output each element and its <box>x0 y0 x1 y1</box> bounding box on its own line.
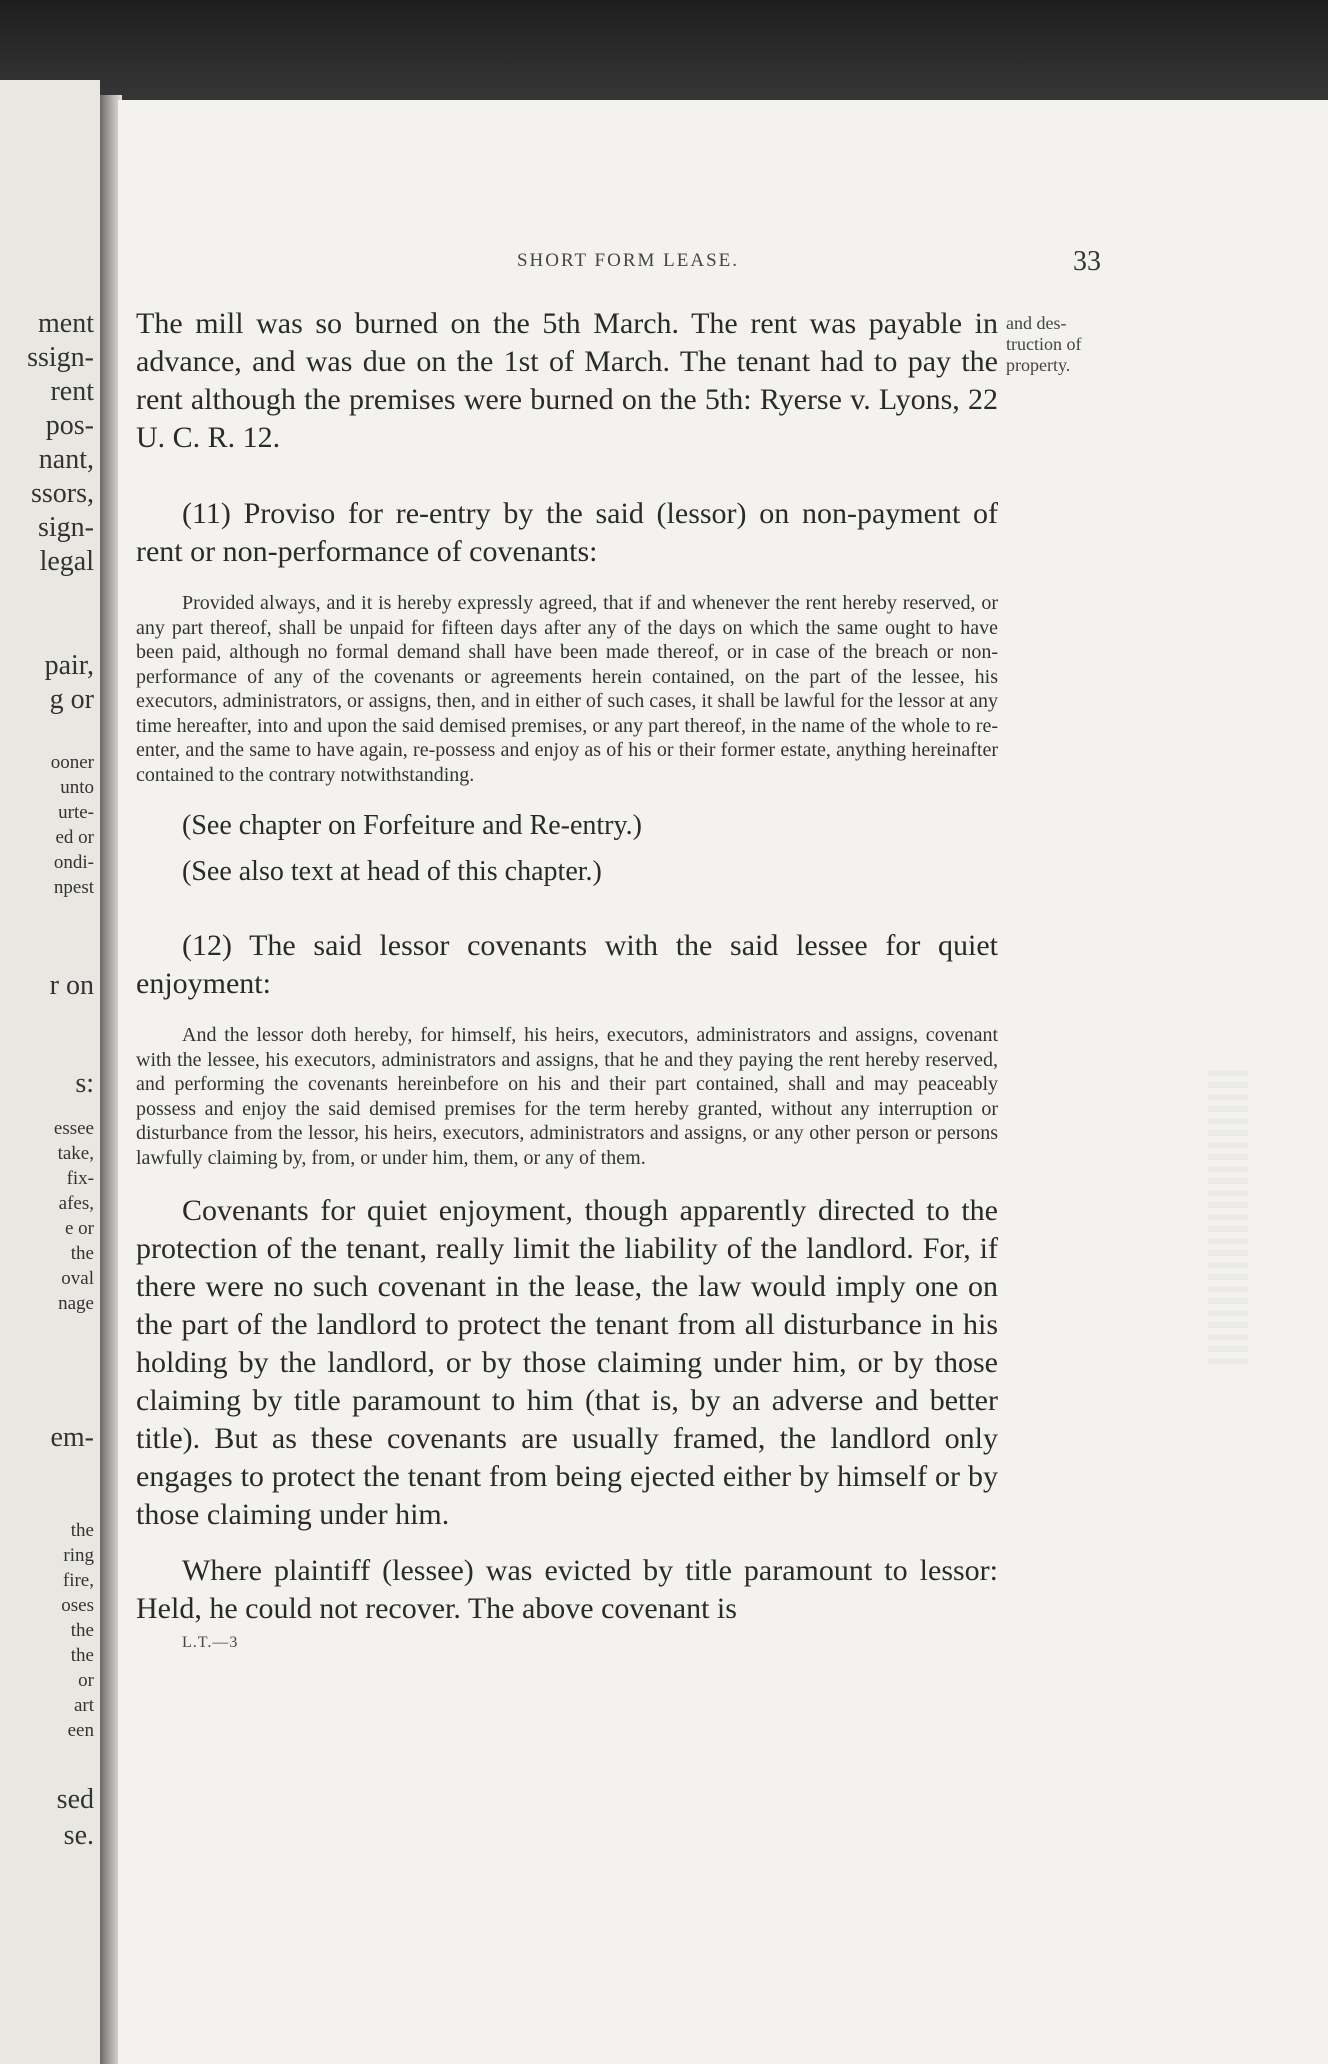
facing-fragment: g or <box>49 684 94 715</box>
facing-fragment: ring <box>63 1545 94 1566</box>
page-body <box>136 305 998 1652</box>
paragraph-eviction: Where plaintiff (lessee) was evicted by title paramount to lessor: Held, he could not recover. The above covenant is <box>136 1554 998 1625</box>
facing-fragment: art <box>73 1695 94 1716</box>
facing-fragment: afes, <box>58 1193 94 1214</box>
facing-fragment: ondi- <box>53 852 94 873</box>
facing-fragment: legal <box>39 546 94 577</box>
facing-fragment: npest <box>53 877 94 898</box>
clause-text-12: And the lessor doth hereby, for himself, his heirs, executors, administrators and assigns, covenant with the lessee, his executors, administrators and assigns, that he and they paying the rent hereby reserved, and performing the covenants hereinbefore on his and their part contained, shall and may peaceably possess and enjoy the said demised premises for the term hereby granted, without any interruption or disturbance from the lessor, his heirs, executors, administrators and assigns, or any other person or persons lawfully claiming by, from, or under him, them, or any of them. <box>136 1024 998 1169</box>
bleed-through <box>1208 1070 1248 1370</box>
facing-fragment: een <box>67 1720 94 1741</box>
facing-fragment: sed <box>56 1784 94 1815</box>
facing-fragment: fire, <box>62 1570 94 1591</box>
paragraph-quiet-enjoyment: Covenants for quiet enjoyment, though apparently directed to the protection of the tenant, really limit the liability of the landlord. For, if there were no such covenant in the lease, the law would imply one on the part of the landlord to protect the tenant from all disturbance in his holding by the landlord, or by those claiming under him, or by those claiming by title paramount to him (that is, by an adverse and better title). But as these covenants are usually framed, the landlord only engages to protect the tenant from being ejected either by himself or by those claiming under him. <box>136 1194 998 1531</box>
facing-fragment: the <box>70 1620 94 1641</box>
facing-page <box>0 80 100 2064</box>
clause-heading-12: (12) The said lessor covenants with the said lessee for quiet enjoyment: <box>136 929 998 1000</box>
facing-fragment: urte- <box>58 802 94 823</box>
facing-fragment: ssign- <box>27 342 94 373</box>
cross-reference-2: (See also text at head of this chapter.) <box>182 856 602 887</box>
facing-fragment: rent <box>50 376 94 407</box>
facing-fragment: pair, <box>44 650 94 681</box>
page-number: 33 <box>1073 246 1101 277</box>
facing-fragment: essee <box>53 1118 94 1139</box>
margin-note-text: and des- truction of property. <box>1006 313 1082 375</box>
facing-fragment: unto <box>60 777 94 798</box>
facing-fragment: the <box>70 1243 94 1264</box>
signature-mark: L.T.—3 <box>182 1634 239 1651</box>
facing-fragment: or <box>78 1670 94 1691</box>
facing-fragment: pos- <box>45 410 94 441</box>
facing-fragment: sign- <box>38 512 94 543</box>
cross-reference-1: (See chapter on Forfeiture and Re-entry.) <box>182 810 642 841</box>
paragraph-case-note: The mill was so burned on the 5th March. The rent was payable in advance, and was due on the 1st of March. The tenant had to pay the rent although the premises were burned on the 5th: Ryerse v. Lyons, 22 U. C. R. 12. <box>136 307 998 454</box>
facing-fragment: se. <box>63 1820 94 1851</box>
facing-fragment: oses <box>61 1595 94 1616</box>
facing-fragment: ssors, <box>30 478 94 509</box>
facing-fragment: r on <box>49 970 94 1001</box>
margin-note <box>1006 313 1126 376</box>
facing-fragment: ed or <box>55 827 94 848</box>
running-head: SHORT FORM LEASE. <box>516 250 739 271</box>
facing-fragment: ment <box>38 308 94 339</box>
facing-fragment: oval <box>61 1268 94 1289</box>
facing-fragment: ooner <box>50 752 94 773</box>
facing-fragment: the <box>70 1645 94 1666</box>
clause-heading-11: (11) Proviso for re-entry by the said (lessor) on non-payment of rent or non-performance of covenants: <box>136 497 998 568</box>
facing-fragment: nant, <box>38 444 94 475</box>
facing-fragment: fix- <box>66 1168 94 1189</box>
facing-fragment: e or <box>64 1218 94 1239</box>
clause-text-11: Provided always, and it is hereby expressly agreed, that if and whenever the rent hereby reserved, or any part thereof, shall be unpaid for fifteen days after any of the days on which the same ought to have been paid, although no formal demand shall have been made thereof, or in case of the breach or non-performance of any of the covenants or agreements herein contained, on the part of the lessee, his executors, administrators, or assigns, then, and in either of such cases, it shall be lawful for the lessor at any time hereafter, into and upon the said demised premises, or any part thereof, in the name of the whole to re-enter, and the same to have again, re-possess and enjoy as of his or their former estate, anything hereinafter contained to the contrary notwithstanding. <box>136 592 998 786</box>
facing-fragment: take, <box>57 1143 94 1164</box>
facing-fragment: s: <box>75 1068 94 1099</box>
facing-fragment: nage <box>58 1293 94 1314</box>
facing-fragment: the <box>70 1520 94 1541</box>
book-page <box>118 100 1328 2064</box>
facing-fragment: em- <box>50 1422 94 1453</box>
